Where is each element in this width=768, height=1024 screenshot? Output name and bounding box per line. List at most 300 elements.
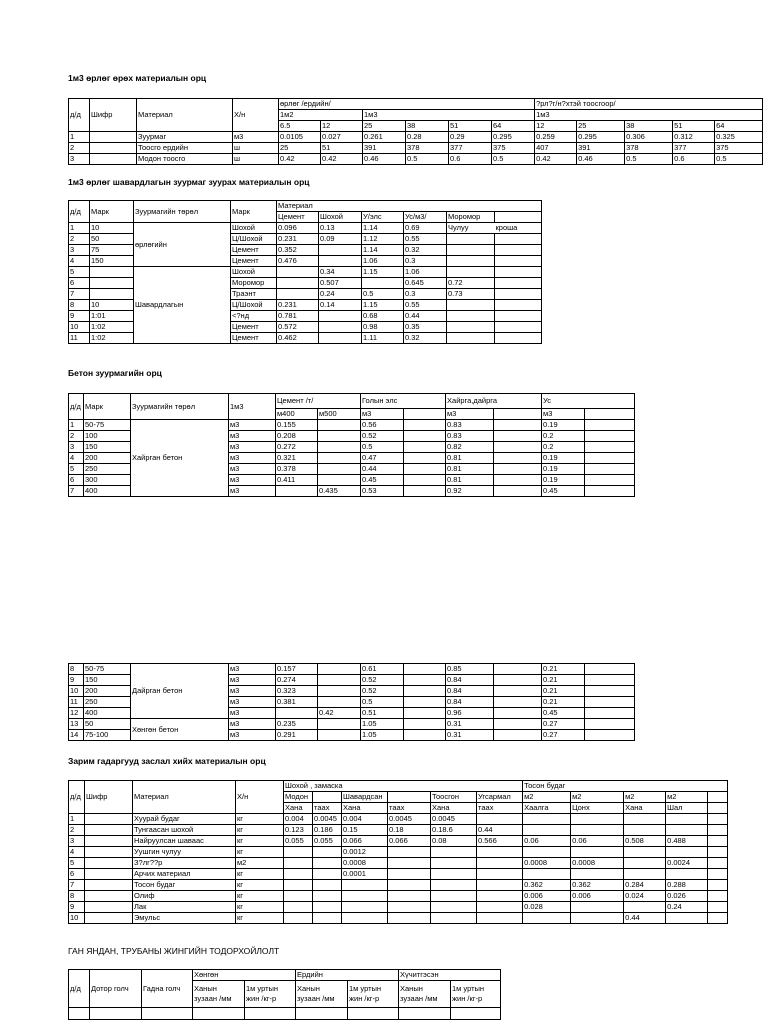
row-grade: 250: [84, 464, 131, 475]
size-header: 38: [406, 121, 449, 132]
row-grade: 200: [84, 686, 131, 697]
heading-concrete: Бетон зуурмагийн орц: [68, 368, 162, 378]
row-unit: м3: [229, 675, 276, 686]
size-header: 25: [363, 121, 406, 132]
cement-m500-value: [318, 719, 361, 730]
row-grade: 1:02: [90, 333, 134, 344]
blank: [585, 697, 635, 708]
table-row: [69, 880, 728, 891]
table-cell: кг: [236, 847, 284, 858]
table-row: [69, 664, 635, 675]
row-number: 3: [69, 442, 84, 453]
table-cell: [477, 869, 523, 880]
surface-subheader: таах: [313, 803, 342, 814]
table-cell: [447, 267, 495, 278]
table-cell: [284, 880, 313, 891]
heading-finishing: Зарим гадаргууд заслал хийх материалын орц: [68, 756, 266, 766]
sand-value: 0.52: [361, 431, 404, 442]
table-cell: 0.15: [342, 825, 388, 836]
pipe-subheader-line2: зузаан /мм: [194, 994, 232, 1003]
table-cell: [388, 858, 431, 869]
row-grade: 10: [90, 223, 134, 234]
table-cell: [495, 289, 542, 300]
header-per-m3-facing: 1м3: [535, 110, 763, 121]
table-cell: 2: [69, 825, 85, 836]
table-cell: 0.06: [523, 836, 571, 847]
table-cell: [85, 902, 133, 913]
table-cell: [90, 132, 137, 143]
table-cell: [388, 913, 431, 924]
table-cell: 391: [577, 143, 625, 154]
table-cell: 1.14: [362, 245, 404, 256]
row-grade: 150: [84, 675, 131, 686]
table-cell: [319, 256, 362, 267]
table-cell: [85, 836, 133, 847]
row-unit: м3: [229, 453, 276, 464]
blank: [585, 453, 635, 464]
header-gravel: Хайрга,дайрга: [446, 394, 542, 409]
material-header: Цемент: [277, 212, 319, 223]
table-cell: [666, 869, 708, 880]
cement-m500-value: [318, 431, 361, 442]
table-cell: 7: [69, 880, 85, 891]
header-facing-masonry: ?рл?г/н?хтэй тоосгоор/: [535, 99, 763, 110]
mix-type-light: Хөнгөн бетон: [131, 719, 229, 741]
table-row: [69, 719, 635, 730]
table-cell: 0.34: [319, 267, 362, 278]
table-cell: Чулуу: [447, 223, 495, 234]
table-cell: [477, 858, 523, 869]
water-value: 0.21: [542, 697, 585, 708]
gravel-value: 0.31: [446, 730, 494, 741]
table-cell: [624, 825, 666, 836]
table-cell: 0.46: [577, 154, 625, 165]
table-cell: 0.32: [404, 333, 447, 344]
table-cell: 0.0045: [431, 814, 477, 825]
table-cell: 3: [69, 154, 90, 165]
table-cell: 1.11: [362, 333, 404, 344]
table-cell: [523, 913, 571, 924]
table-cell: 0.306: [625, 132, 673, 143]
table-cell: 0.066: [342, 836, 388, 847]
sand-value: 0.45: [361, 475, 404, 486]
row-number: 8: [69, 664, 84, 675]
cement-m500-value: [318, 686, 361, 697]
table-cell: 375: [715, 143, 763, 154]
table-cell: [477, 847, 523, 858]
blank: [585, 486, 635, 497]
table-cell: [447, 245, 495, 256]
blank: [404, 719, 446, 730]
table-cell: [284, 891, 313, 902]
blank: [494, 719, 542, 730]
row-number: 3: [69, 245, 90, 256]
table-cell: 0.5: [715, 154, 763, 165]
cement-m400-value: 0.323: [276, 686, 318, 697]
row-grade: 50: [84, 719, 131, 730]
blank: [348, 1008, 399, 1020]
table-cell: [624, 814, 666, 825]
table-cell: 0.261: [363, 132, 406, 143]
table-cell: 1: [69, 814, 85, 825]
header-no: д/д: [69, 781, 85, 814]
table-cell: 0.572: [277, 322, 319, 333]
table-cell: кг: [236, 880, 284, 891]
table-cell: 0.29: [449, 132, 492, 143]
cement-m500-value: 0.435: [318, 486, 361, 497]
row-grade: 1:01: [90, 311, 134, 322]
table-row: [69, 420, 635, 431]
table-cell: [277, 278, 319, 289]
blank: [404, 453, 446, 464]
heading-mortar: 1м3 өрлөг шавардлагын зуурмаг зуурах материалын орц: [68, 177, 310, 187]
table-cell: м3: [233, 132, 279, 143]
row-grade: 50-75: [84, 420, 131, 431]
table-cell: [447, 322, 495, 333]
table-cell: 5: [69, 858, 85, 869]
cement-m400-value: 0.272: [276, 442, 318, 453]
size-header: 51: [673, 121, 715, 132]
table-cell: [313, 913, 342, 924]
table-cell: [495, 322, 542, 333]
blank: [494, 409, 542, 420]
table-cell: [495, 245, 542, 256]
size-header: 12: [321, 121, 363, 132]
table-cell: [85, 869, 133, 880]
pipe-subheader-line1: 1м уртын: [452, 984, 485, 993]
blank: [708, 913, 728, 924]
table-cell: 0.5: [492, 154, 535, 165]
water-value: 0.27: [542, 730, 585, 741]
table-cell: [666, 825, 708, 836]
blank: [404, 675, 446, 686]
table-cell: 0.027: [321, 132, 363, 143]
cement-m400-value: 0.235: [276, 719, 318, 730]
table-cell: [313, 858, 342, 869]
row-number: 13: [69, 719, 84, 730]
table-row: [69, 154, 763, 165]
table-cell: [90, 154, 137, 165]
table-cell: [85, 847, 133, 858]
row-grade: 150: [90, 256, 134, 267]
table-cell: 377: [449, 143, 492, 154]
table-cell: [342, 880, 388, 891]
table-cell: Зуурмаг: [137, 132, 233, 143]
table-cell: [388, 880, 431, 891]
table-cell: 0.295: [492, 132, 535, 143]
table-cell: [388, 891, 431, 902]
table-cell: [388, 869, 431, 880]
blank: [494, 486, 542, 497]
table-cell: 0.0105: [279, 132, 321, 143]
table-cell: 0.0045: [388, 814, 431, 825]
header-code: Шифр: [90, 99, 137, 132]
header-materials: Материал: [277, 201, 542, 212]
table-cell: [624, 858, 666, 869]
table-cell: 25: [279, 143, 321, 154]
blank: [494, 464, 542, 475]
row-number: 4: [69, 453, 84, 464]
table-cell: кг: [236, 891, 284, 902]
row-grade: 10: [90, 300, 134, 311]
blank: [708, 792, 728, 803]
table-cell: Шохой: [231, 267, 277, 278]
row-grade: 300: [84, 475, 131, 486]
row-grade: [90, 267, 134, 278]
size-header: 64: [492, 121, 535, 132]
table-cell: Траэнт: [231, 289, 277, 300]
table-cell: 375: [492, 143, 535, 154]
mix-type-crushed: Дайрган бетон: [131, 664, 229, 719]
surface-subheader: Хаалга: [523, 803, 571, 814]
table-cell: 0.3: [404, 256, 447, 267]
table-cell: ш: [233, 143, 279, 154]
gravel-value: 0.96: [446, 708, 494, 719]
surface-header: м2: [523, 792, 571, 803]
table-cell: 51: [321, 143, 363, 154]
row-grade: 75-100: [84, 730, 131, 741]
table-cell: [342, 913, 388, 924]
table-cell: 6: [69, 869, 85, 880]
table-row: [69, 267, 542, 278]
table-cell: 0.352: [277, 245, 319, 256]
cement-m500-value: [318, 464, 361, 475]
water-value: 0.21: [542, 675, 585, 686]
header-outer-diameter: Гадна голч: [142, 970, 193, 1008]
gravel-value: 0.84: [446, 675, 494, 686]
header-unit: Х/н: [236, 781, 284, 814]
table-cell: Олиф: [133, 891, 236, 902]
table-cell: [431, 891, 477, 902]
row-unit: м3: [229, 697, 276, 708]
table-cell: Моромор: [231, 278, 277, 289]
table-row: [69, 891, 728, 902]
pipe-subheader: [348, 981, 399, 1008]
row-number: 5: [69, 464, 84, 475]
table-cell: м2: [236, 858, 284, 869]
mortar-material-table: [68, 200, 542, 344]
finishing-material-table: [68, 780, 728, 924]
table-cell: 0.14: [319, 300, 362, 311]
table-cell: 391: [363, 143, 406, 154]
row-unit: м3: [229, 431, 276, 442]
table-row: [69, 869, 728, 880]
row-grade: 75: [90, 245, 134, 256]
blank: [494, 664, 542, 675]
table-cell: [571, 814, 624, 825]
table-cell: 0.123: [284, 825, 313, 836]
surface-subheader: Хана: [431, 803, 477, 814]
cement-m500: м500: [318, 409, 361, 420]
blank: [585, 409, 635, 420]
table-cell: [313, 847, 342, 858]
table-cell: [495, 256, 542, 267]
concrete-mix-table-continued: [68, 663, 635, 741]
blank: [708, 880, 728, 891]
table-cell: 0.186: [313, 825, 342, 836]
pipe-subheader-line2: жин /кг-р: [349, 994, 380, 1003]
blank: [404, 697, 446, 708]
cement-m400-value: [276, 708, 318, 719]
table-cell: [666, 847, 708, 858]
table-cell: [477, 902, 523, 913]
row-number: 7: [69, 289, 90, 300]
table-cell: [319, 333, 362, 344]
sand-value: 1.05: [361, 719, 404, 730]
header-water: Ус: [542, 394, 635, 409]
table-cell: 1.15: [362, 267, 404, 278]
blank: [404, 409, 446, 420]
water-value: 0.45: [542, 486, 585, 497]
sand-value: 1.05: [361, 730, 404, 741]
table-row: [69, 836, 728, 847]
table-cell: [431, 858, 477, 869]
header-material: Материал: [137, 99, 233, 132]
row-number: 12: [69, 708, 84, 719]
water-value: 0.19: [542, 420, 585, 431]
table-cell: [477, 913, 523, 924]
surface-subheader: Шал: [666, 803, 708, 814]
table-cell: 1.15: [362, 300, 404, 311]
table-cell: [313, 902, 342, 913]
table-cell: 0.462: [277, 333, 319, 344]
table-cell: 0.13: [319, 223, 362, 234]
mix-type-gravel: Хайрган бетон: [131, 420, 229, 497]
blank: [451, 1008, 501, 1020]
table-cell: 10: [69, 913, 85, 924]
table-cell: [495, 311, 542, 322]
table-cell: [447, 311, 495, 322]
table-row: [69, 847, 728, 858]
blank: [708, 847, 728, 858]
table-cell: Цемент: [231, 245, 277, 256]
sand-value: 0.52: [361, 686, 404, 697]
pipe-subheader-line1: Ханын: [297, 984, 320, 993]
table-cell: Тоосго ердийн: [137, 143, 233, 154]
table-row: [69, 223, 542, 234]
row-grade: 400: [84, 708, 131, 719]
header-reinforced: Хүчитгэсэн: [399, 970, 501, 981]
pipe-subheader: [296, 981, 348, 1008]
table-cell: [284, 869, 313, 880]
table-cell: [85, 825, 133, 836]
table-cell: 0.026: [666, 891, 708, 902]
gravel-value: 0.81: [446, 464, 494, 475]
table-cell: [666, 913, 708, 924]
table-cell: 0.0024: [666, 858, 708, 869]
blank: [494, 697, 542, 708]
table-cell: Тунгаасан шохой: [133, 825, 236, 836]
table-cell: [431, 847, 477, 858]
row-number: 10: [69, 322, 90, 333]
table-cell: [284, 902, 313, 913]
blank: [404, 464, 446, 475]
table-cell: 0.18.6: [431, 825, 477, 836]
water-value: 0.2: [542, 431, 585, 442]
header-grade-2: Марк: [231, 201, 277, 223]
table-cell: 0.645: [404, 278, 447, 289]
cement-m500-value: [318, 475, 361, 486]
cement-m400-value: 0.274: [276, 675, 318, 686]
table-cell: 0.6: [449, 154, 492, 165]
header-grade: Марк: [84, 394, 131, 420]
gravel-value: 0.31: [446, 719, 494, 730]
blank: [708, 836, 728, 847]
row-grade: 150: [84, 442, 131, 453]
row-number: 8: [69, 300, 90, 311]
header-code: Шифр: [85, 781, 133, 814]
blank: [585, 664, 635, 675]
cement-m400-value: 0.208: [276, 431, 318, 442]
table-cell: кроша: [495, 223, 542, 234]
table-cell: 0.06: [571, 836, 624, 847]
mortar-type-plaster: Шавардлагын: [134, 267, 231, 344]
table-cell: 0.5: [625, 154, 673, 165]
size-header: 64: [715, 121, 763, 132]
blank: [404, 664, 446, 675]
header-oil-paint: Тосон будаг: [523, 781, 728, 792]
row-number: 11: [69, 333, 90, 344]
table-cell: [85, 913, 133, 924]
row-unit: м3: [229, 664, 276, 675]
table-cell: 0.566: [477, 836, 523, 847]
table-cell: 0.004: [284, 814, 313, 825]
table-cell: [431, 913, 477, 924]
blank: [90, 1008, 142, 1020]
cement-m400-value: [276, 486, 318, 497]
table-cell: 0.231: [277, 300, 319, 311]
table-cell: [342, 902, 388, 913]
size-header: 12: [535, 121, 577, 132]
gravel-unit: м3: [446, 409, 494, 420]
gravel-value: 0.83: [446, 431, 494, 442]
header-per-m3: 1м3: [229, 394, 276, 420]
header-light: Хөнгөн: [193, 970, 296, 981]
table-cell: кг: [236, 836, 284, 847]
pipe-subheader: [245, 981, 296, 1008]
pipe-subheader-line2: жин /кг-р: [246, 994, 277, 1003]
blank: [494, 442, 542, 453]
row-number: 10: [69, 686, 84, 697]
gravel-value: 0.84: [446, 686, 494, 697]
table-cell: 4: [69, 847, 85, 858]
row-grade: 400: [84, 486, 131, 497]
table-cell: 0.55: [404, 234, 447, 245]
sand-unit: м3: [361, 409, 404, 420]
sand-value: 0.53: [361, 486, 404, 497]
row-number: 2: [69, 234, 90, 245]
row-unit: м3: [229, 464, 276, 475]
pipe-subheader-line1: Ханын: [194, 984, 217, 993]
row-grade: 1:02: [90, 322, 134, 333]
table-cell: 0.32: [404, 245, 447, 256]
blank: [404, 420, 446, 431]
blank: [404, 475, 446, 486]
header-grade: Марк: [90, 201, 134, 223]
row-number: 5: [69, 267, 90, 278]
cement-m500-value: [318, 697, 361, 708]
table-cell: 2: [69, 143, 90, 154]
table-cell: [431, 869, 477, 880]
table-cell: [624, 869, 666, 880]
table-cell: 0.6: [673, 154, 715, 165]
row-grade: [90, 289, 134, 300]
cement-m400-value: 0.291: [276, 730, 318, 741]
row-unit: м3: [229, 442, 276, 453]
table-cell: 0.488: [666, 836, 708, 847]
cement-m500-value: [318, 442, 361, 453]
size-header: 38: [625, 121, 673, 132]
